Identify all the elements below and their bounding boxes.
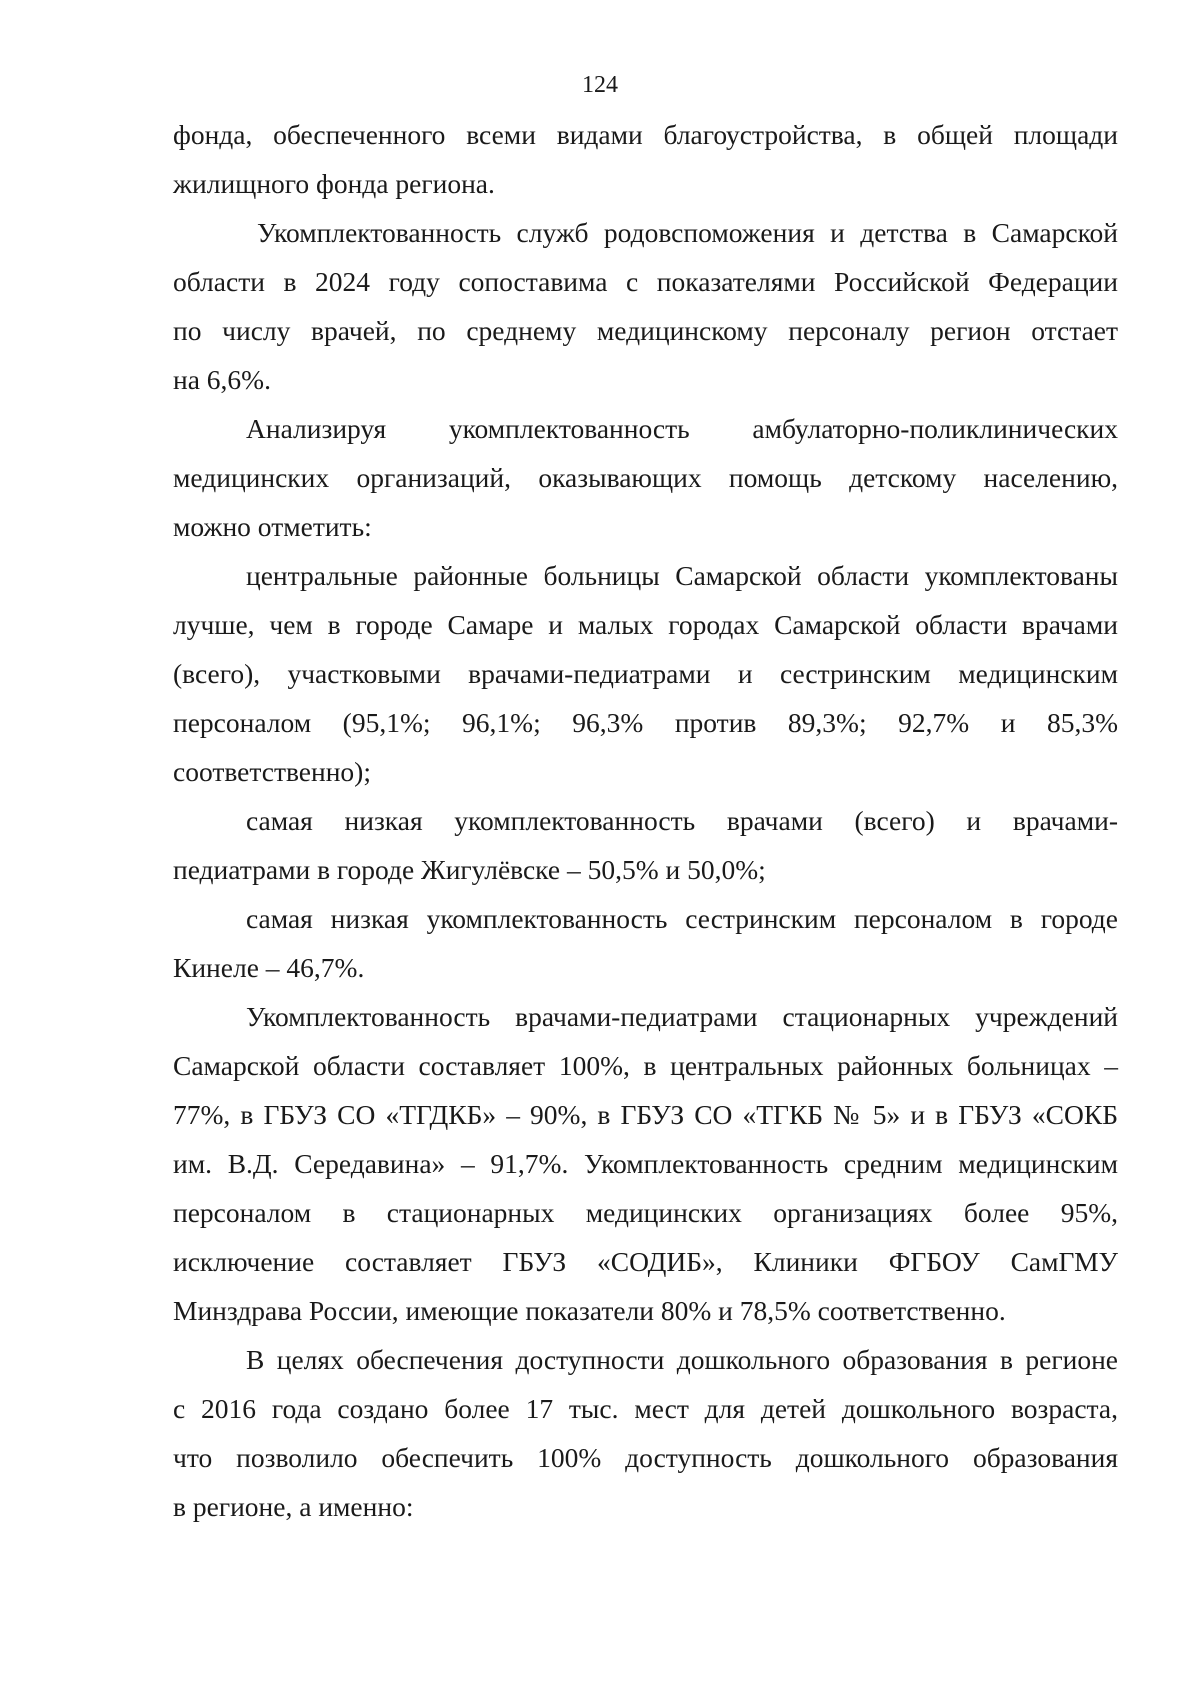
page-number: 124 — [582, 72, 618, 98]
paragraph — [173, 992, 1118, 1335]
text-line: фонда, обеспеченного всеми видами благоустройства, в общей площади — [173, 119, 1118, 150]
text-line: им. В.Д. Середавина» – 91,7%. Укомплектованность средним медицинским — [173, 1148, 1118, 1179]
text-line: (всего), участковыми врачами-педиатрами и сестринским медицинским — [173, 658, 1118, 689]
paragraph — [173, 208, 1118, 404]
text-line: педиатрами в городе Жигулёвске – 50,5% и 50,0%; — [173, 854, 766, 885]
text-line: Укомплектованность служб родовспоможения и детства в Самарской — [257, 217, 1118, 248]
text-line: Минздрава России, имеющие показатели 80% и 78,5% соответственно. — [173, 1295, 1006, 1326]
text-line: в регионе, а именно: — [173, 1491, 414, 1522]
body-text — [173, 110, 1118, 1531]
text-line: Анализируя укомплектованность амбулаторно-поликлинических — [246, 413, 1118, 444]
text-line: медицинских организаций, оказывающих помощь детскому населению, — [173, 462, 1118, 493]
text-line: Укомплектованность врачами-педиатрами стационарных учреждений — [246, 1001, 1118, 1032]
text-line: исключение составляет ГБУЗ «СОДИБ», Клиники ФГБОУ СамГМУ — [173, 1246, 1118, 1277]
text-line: 77%, в ГБУЗ СО «ТГДКБ» – 90%, в ГБУЗ СО «ТГКБ № 5» и в ГБУЗ «СОКБ — [173, 1099, 1118, 1130]
text-line: В целях обеспечения доступности дошкольного образования в регионе — [246, 1344, 1118, 1375]
text-line: на 6,6%. — [173, 364, 271, 395]
text-line: персоналом в стационарных медицинских организациях более 95%, — [173, 1197, 1118, 1228]
text-line: центральные районные больницы Самарской области укомплектованы — [246, 560, 1118, 591]
text-line: соответственно); — [173, 756, 371, 787]
text-line: можно отметить: — [173, 511, 372, 542]
paragraph — [173, 551, 1118, 796]
text-line: жилищного фонда региона. — [173, 168, 495, 199]
paragraph — [173, 1335, 1118, 1531]
text-line: Кинеле – 46,7%. — [173, 952, 365, 983]
text-line: Самарской области составляет 100%, в центральных районных больницах – — [173, 1050, 1118, 1081]
paragraph — [173, 894, 1118, 992]
text-line: области в 2024 году сопоставима с показателями Российской Федерации — [173, 266, 1118, 297]
text-line: что позволило обеспечить 100% доступность дошкольного образования — [173, 1442, 1118, 1473]
text-line: самая низкая укомплектованность врачами (всего) и врачами- — [246, 805, 1118, 836]
text-line: самая низкая укомплектованность сестринским персоналом в городе — [246, 903, 1118, 934]
text-line: лучше, чем в городе Самаре и малых городах Самарской области врачами — [173, 609, 1118, 640]
text-line: с 2016 года создано более 17 тыс. мест для детей дошкольного возраста, — [173, 1393, 1118, 1424]
text-line: персоналом (95,1%; 96,1%; 96,3% против 89,3%; 92,7% и 85,3% — [173, 707, 1118, 738]
text-line: по числу врачей, по среднему медицинскому персоналу регион отстает — [173, 315, 1118, 346]
paragraph — [173, 796, 1118, 894]
paragraph — [173, 110, 1118, 208]
paragraph — [173, 404, 1118, 551]
